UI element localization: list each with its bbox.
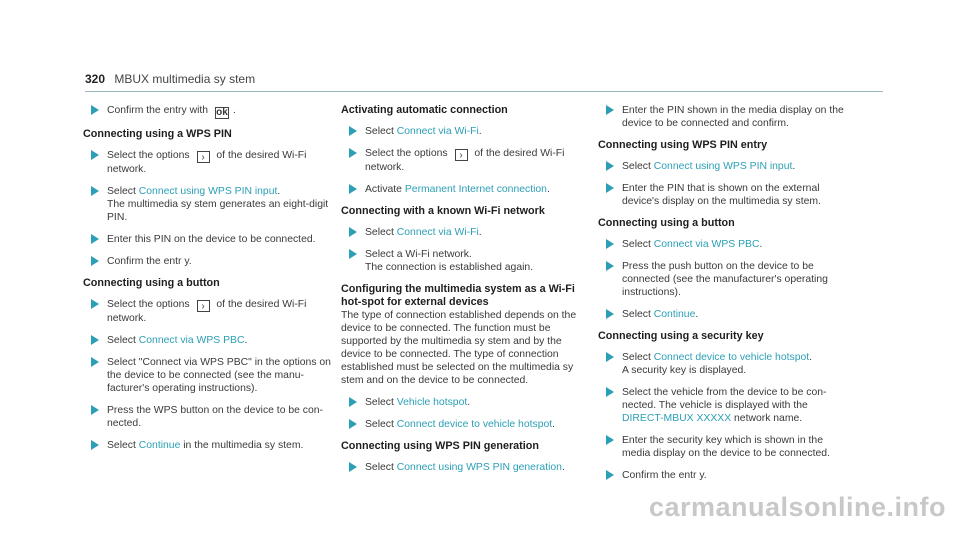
step: Select the options › of the desired Wi-Fi network.	[83, 298, 331, 325]
step-arrow-icon	[91, 405, 99, 415]
column-1	[83, 104, 331, 461]
menu-link[interactable]: Connect using WPS PIN generation	[396, 462, 562, 473]
step: Confirm the entr y.	[598, 469, 846, 482]
menu-link[interactable]: Connect via WPS PBC	[653, 239, 760, 250]
step-arrow-icon	[606, 470, 614, 480]
page-number: 320	[85, 72, 106, 86]
step: Press the WPS button on the device to be con-nected.	[83, 404, 331, 430]
section-heading: Configuring the multimedia system as a Wi-Fi hot-spot for external devices	[341, 283, 575, 308]
step: Select Continue.	[598, 308, 846, 321]
step: Enter the PIN that is shown on the external device's display on the multimedia sy stem.	[598, 182, 846, 208]
section-heading: Connecting using WPS PIN generation	[341, 440, 539, 452]
step-arrow-icon	[349, 249, 357, 259]
step: Select the options › of the desired Wi-Fi network.	[83, 149, 331, 176]
step-arrow-icon	[349, 184, 357, 194]
menu-link[interactable]: Connect via Wi-Fi	[396, 227, 479, 238]
chevron-right-icon: ›	[197, 151, 210, 163]
step: Confirm the entry with ok .	[83, 104, 331, 119]
step-arrow-icon	[349, 126, 357, 136]
step: Enter the security key which is shown in the media display on the device to be connected.	[598, 434, 846, 460]
step-arrow-icon	[606, 239, 614, 249]
network-name: DIRECT-MBUX XXXXX	[622, 413, 732, 424]
column-3	[598, 104, 846, 491]
step-arrow-icon	[91, 234, 99, 244]
step-arrow-icon	[606, 387, 614, 397]
step-arrow-icon	[91, 150, 99, 160]
step: Activate Permanent Internet connection.	[341, 183, 589, 196]
step-arrow-icon	[91, 335, 99, 345]
menu-link[interactable]: Continue	[138, 440, 181, 451]
section-heading: Activating automatic connection	[341, 104, 508, 116]
step-arrow-icon	[606, 309, 614, 319]
step-arrow-icon	[349, 227, 357, 237]
step-arrow-icon	[91, 186, 99, 196]
step-arrow-icon	[349, 148, 357, 158]
step-arrow-icon	[606, 161, 614, 171]
step-arrow-icon	[349, 397, 357, 407]
step: Select Connect device to vehicle hotspot.	[341, 418, 589, 431]
step-arrow-icon	[349, 462, 357, 472]
step-arrow-icon	[91, 105, 99, 115]
menu-link[interactable]: Connect using WPS PIN input	[138, 186, 278, 197]
menu-link[interactable]: Continue	[653, 309, 696, 320]
step-arrow-icon	[606, 352, 614, 362]
menu-link[interactable]: Connect device to vehicle hotspot	[653, 352, 810, 363]
watermark: carmanualsonline.info	[648, 492, 946, 522]
step: Select Continue in the multimedia sy stem.	[83, 439, 331, 452]
step-arrow-icon	[349, 419, 357, 429]
step: Select Connect via WPS PBC.	[83, 334, 331, 347]
step: Select Connect via Wi-Fi.	[341, 226, 589, 239]
ok-icon: ok	[216, 107, 228, 118]
step: Select the options › of the desired Wi-Fi network.	[341, 147, 589, 174]
step-arrow-icon	[91, 299, 99, 309]
section-heading: Connecting with a known Wi-Fi network	[341, 205, 545, 217]
step-arrow-icon	[606, 435, 614, 445]
paragraph: The type of connection established depends on the device to be connected. The function must be supported by the multimedia sy stem and by the device to be connected. The type of connection established must be selected on the multimedia sy stem and on the device to be connected.	[341, 310, 577, 386]
step-arrow-icon	[606, 183, 614, 193]
step: Select Connect using WPS PIN input.	[598, 160, 846, 173]
menu-link[interactable]: Connect device to vehicle hotspot	[396, 419, 553, 430]
chevron-right-icon: ›	[197, 300, 210, 312]
step: Select Connect via Wi-Fi.	[341, 125, 589, 138]
section-heading: Connecting using a security key	[598, 330, 764, 342]
menu-link[interactable]: Connect using WPS PIN input	[653, 161, 793, 172]
step-arrow-icon	[91, 256, 99, 266]
step: Select the vehicle from the device to be con-nected. The vehicle is displayed with the DIRECT-MBUX XXXXX network name.	[598, 386, 846, 425]
step: Select "Connect via WPS PBC" in the options on the device to be connected (see the manu-facturer's operating instructions).	[83, 356, 331, 395]
section-heading: Connecting using a button	[83, 277, 220, 289]
step: Select Connect via WPS PBC.	[598, 238, 846, 251]
step: Select Connect device to vehicle hotspot. A security key is displayed.	[598, 351, 846, 377]
header-title: MBUX multimedia sy stem	[114, 72, 256, 86]
step: Select Connect using WPS PIN generation.	[341, 461, 589, 474]
section-heading: Connecting using a button	[598, 217, 735, 229]
menu-link[interactable]: Connect via Wi-Fi	[396, 126, 479, 137]
step: Select Connect using WPS PIN input. The multimedia sy stem generates an eight-digit PIN.	[83, 185, 331, 224]
section-heading: Connecting using WPS PIN entry	[598, 139, 768, 151]
step-arrow-icon	[606, 105, 614, 115]
menu-link[interactable]: Connect via WPS PBC	[138, 335, 245, 346]
section-heading: Connecting using a WPS PIN	[83, 128, 232, 140]
menu-link[interactable]: Permanent Internet connection	[404, 184, 547, 195]
step-arrow-icon	[91, 440, 99, 450]
menu-link[interactable]: Vehicle hotspot	[396, 397, 468, 408]
step: Select Vehicle hotspot.	[341, 396, 589, 409]
step: Press the push button on the device to be connected (see the manufacturer's operating instructions).	[598, 260, 846, 299]
step: Enter this PIN on the device to be connected.	[83, 233, 331, 246]
step: Enter the PIN shown in the media display on the device to be connected and confirm.	[598, 104, 846, 130]
step: Confirm the entr y.	[83, 255, 331, 268]
step-arrow-icon	[91, 357, 99, 367]
chevron-right-icon: ›	[455, 149, 468, 161]
page-header	[85, 72, 883, 92]
step-arrow-icon	[606, 261, 614, 271]
column-2	[341, 104, 589, 483]
step: Select a Wi-Fi network. The connection is established again.	[341, 248, 589, 274]
